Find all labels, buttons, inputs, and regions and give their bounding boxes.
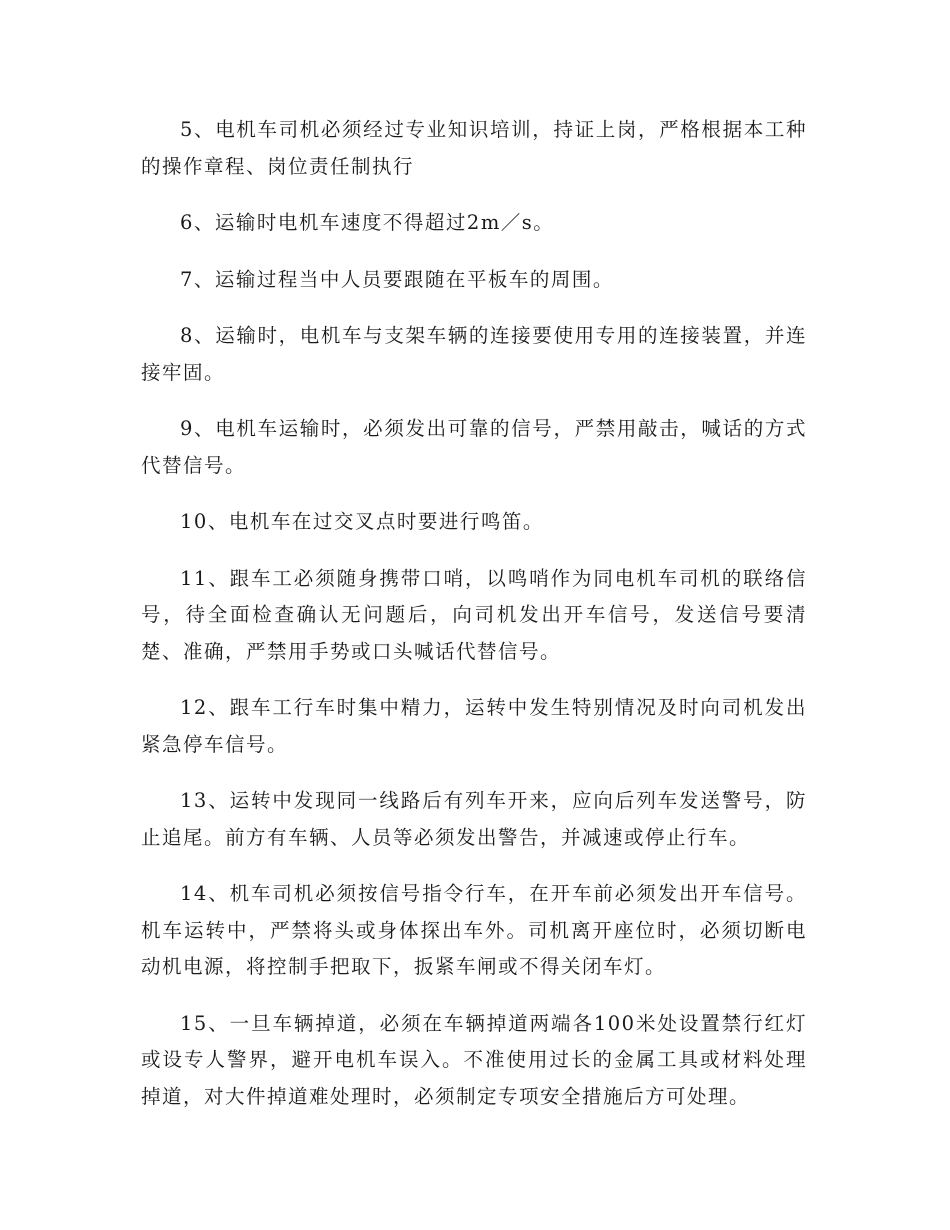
paragraph-item-14: 14、机车司机必须按信号指令行车，在开车前必须发出开车信号。机车运转中，严禁将头或身体探出车外。司机离开座位时，必须切断电动机电源，将控制手把取下，扳紧车闸或不得关闭车灯。 — [141, 882, 807, 978]
paragraph-item-6: 6、运输时电机车速度不得超过2m／s。 — [180, 211, 555, 234]
paragraph-item-5: 5、电机车司机必须经过专业知识培训，持证上岗，严格根据本工种的操作章程、岗位责任制执行 — [141, 118, 807, 178]
paragraph-item-12: 12、跟车工行车时集中精力，运转中发生特别情况及时向司机发出紧急停车信号。 — [141, 696, 807, 756]
paragraph-item-10: 10、电机车在过交叉点时要进行鸣笛。 — [180, 510, 544, 533]
paragraph-item-9: 9、电机车运输时，必须发出可靠的信号，严禁用敲击，喊话的方式代替信号。 — [141, 417, 807, 477]
paragraph-item-11: 11、跟车工必须随身携带口哨，以鸣哨作为同电机车司机的联络信号，待全面检查确认无问题后，向司机发出开车信号，发送信号要清楚、准确，严禁用手势或口头喊话代替信号。 — [141, 566, 807, 663]
paragraph-item-8: 8、运输时，电机车与支架车辆的连接要使用专用的连接装置，并连接牢固。 — [141, 324, 807, 384]
document-body — [141, 112, 807, 1135]
paragraph-item-13: 13、运转中发现同一线路后有列车开来，应向后列车发送警号，防止追尾。前方有车辆、人员等必须发出警告，并减速或停止行车。 — [141, 789, 807, 849]
paragraph-item-7: 7、运输过程当中人员要跟随在平板车的周围。 — [180, 267, 614, 291]
paragraph-item-15: 15、一旦车辆掉道，必须在车辆掉道两端各100米处设置禁行红灯或设专人警界，避开电机车误入。不准使用过长的金属工具或材料处理掉道，对大件掉道难处理时，必须制定专项安全措施后方可处理。 — [141, 1011, 807, 1108]
